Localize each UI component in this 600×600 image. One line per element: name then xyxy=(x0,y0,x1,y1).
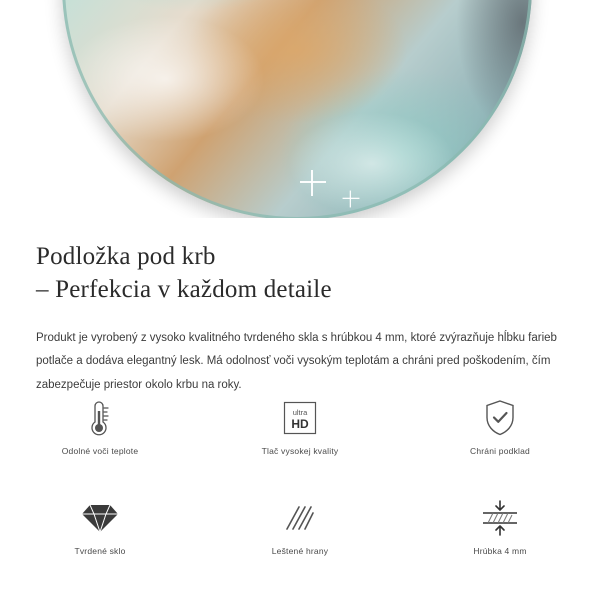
thickness-arrows-icon xyxy=(479,496,521,540)
feature-item xyxy=(400,396,600,474)
hero-image xyxy=(0,0,600,218)
feature-label: Leštené hrany xyxy=(271,546,329,556)
feature-label: Chráni podklad xyxy=(470,446,530,456)
page-title xyxy=(0,218,600,307)
headline-line-2: – Perfekcia v každom detaile xyxy=(36,276,332,304)
headline-line-1: Podložka pod krb xyxy=(36,243,216,270)
ultra-hd-icon xyxy=(282,396,318,440)
feature-label: Hrúbka 4 mm xyxy=(473,546,527,556)
content-block xyxy=(0,218,600,397)
svg-text:HD: HD xyxy=(291,417,309,431)
feature-item xyxy=(400,496,600,574)
feature-item xyxy=(200,496,400,574)
glass-mat-edge xyxy=(62,0,532,218)
feature-label: Tlač vysokej kvality xyxy=(261,446,339,456)
svg-text:ultra: ultra xyxy=(292,408,308,417)
feature-item xyxy=(0,396,200,474)
feature-item xyxy=(200,396,400,474)
feature-label: Tvrdené sklo xyxy=(74,546,126,556)
thermometer-icon xyxy=(85,396,115,440)
diamond-icon xyxy=(80,496,120,540)
feature-item xyxy=(0,496,200,574)
body-paragraph: Produkt je vyrobený z vysoko kvalitného tvrdeného skla s hrúbkou 4 mm, ktoré zvýrazňuje hĺbku farieb potlače a dodáva elegantný lesk. Má odolnosť voči vysokým teplotám a chráni pred poškodením, čím zabezpečuje priestor okolo krbu na roky. xyxy=(36,331,557,391)
feature-grid xyxy=(0,396,600,574)
polished-edges-icon xyxy=(283,496,317,540)
feature-label: Odolné voči teplote xyxy=(61,446,139,456)
shield-check-icon xyxy=(483,396,517,440)
